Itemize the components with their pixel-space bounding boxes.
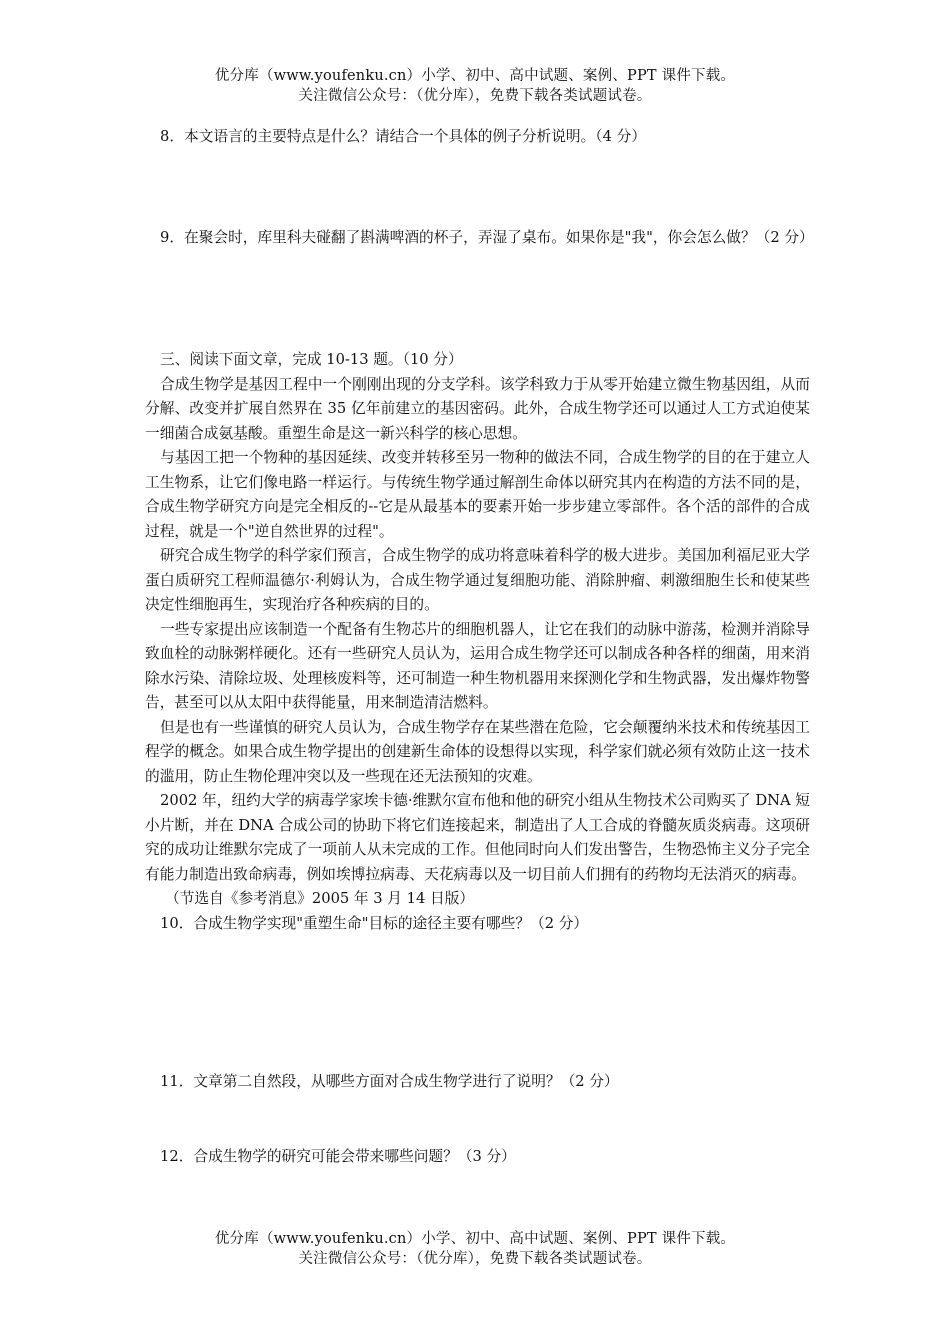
question-10: 10．合成生物学实现"重塑生命"目标的途径主要有哪些？（2 分）	[160, 914, 589, 932]
footer-line-1: 优分库（www.youfenku.cn）小学、初中、高中试题、案例、PPT 课件下载。	[214, 1231, 736, 1247]
header-line-1: 优分库（www.youfenku.cn）小学、初中、高中试题、案例、PPT 课件下载。	[214, 68, 736, 84]
question-12: 12．合成生物学的研究可能会带来哪些问题？（3 分）	[160, 1148, 516, 1165]
question-8: 8．本文语言的主要特点是什么？请结合一个具体的例子分析说明。（4 分）	[160, 128, 647, 145]
page-header	[0, 66, 950, 106]
paragraph-1: 合成生物学是基因工程中一个刚刚出现的分支学科。该学科致力于从零开始建立微生物基因组，从而分解、改变并扩展自然界在 35 亿年前建立的基因密码。此外，合成生物学还可以通过人工方式迫使某一细菌合成氨基酸。重塑生命是这一新兴科学的核心思想。	[145, 375, 810, 442]
header-line-2: 关注微信公众号：（优分库），免费下载各类试题试卷。	[298, 88, 652, 104]
question-9: 9．在聚会时，库里科夫碰翻了斟满啤酒的杯子，弄湿了桌布。如果你是"我"，你会怎么做？（2 分）	[160, 229, 814, 246]
section-heading: 三、阅读下面文章，完成 10-13 题。（10 分）	[160, 351, 463, 368]
source-note: （节选自《参考消息》2005 年 3 月 14 日版）	[165, 890, 475, 907]
question-11: 11．文章第二自然段，从哪些方面对合成生物学进行了说明？（2 分）	[160, 1073, 619, 1090]
paragraph-5: 但是也有一些谨慎的研究人员认为，合成生物学存在某些潜在危险，它会颠覆纳米技术和传统基因工程学的概念。如果合成生物学提出的创建新生命体的设想得以实现，科学家们就必须有效防止这一技术的滥用，防止生物伦理冲突以及一些现在还无法预知的灾难。	[145, 718, 810, 785]
paragraph-2: 与基因工把一个物种的基因延续、改变并转移至另一物种的做法不同，合成生物学的目的在于建立人工生物系，让它们像电路一样运行。与传统生物学通过解剖生命体以研究其内在构造的方法不同的是，合成生物学研究方向是完全相反的--它是从最基本的要素开始一步步建立零部件。各个活的部件的合成过程，就是一个"逆自然世界的过程"。	[145, 449, 810, 540]
paragraph-6: 2002 年，纽约大学的病毒学家埃卡德·维默尔宣布他和他的研究小组从生物技术公司购买了 DNA 短小片断，并在 DNA 合成公司的协助下将它们连接起来，制造出了人工合成的脊髓灰质炎病毒。这项研究的成功让维默尔完成了一项前人从未完成的工作。但他同时向人们发出警告，生物恐怖主义分子完全有能力制造出致命病毒，例如埃博拉病毒、天花病毒以及一切目前人们拥有的药物均无法消灭的病毒。	[145, 792, 810, 883]
footer-line-2: 关注微信公众号：（优分库），免费下载各类试题试卷。	[298, 1251, 652, 1267]
paragraph-4: 一些专家提出应该制造一个配备有生物芯片的细胞机器人，让它在我们的动脉中游荡，检测并消除导致血栓的动脉粥样硬化。还有一些研究人员认为，运用合成生物学还可以制成各种各样的细菌，用来消除水污染、清除垃圾、处理核废料等，还可制造一种生物机器用来探测化学和生物武器，发出爆炸物警告，甚至可以从太阳中获得能量，用来制造清洁燃料。	[145, 620, 810, 711]
page-footer	[0, 1229, 950, 1269]
paragraph-3: 研究合成生物学的科学家们预言，合成生物学的成功将意味着科学的极大进步。美国加利福尼亚大学蛋白质研究工程师温德尔·利姆认为，合成生物学通过复细胞功能、消除肿瘤、刺激细胞生长和使某些决定性细胞再生，实现治疗各种疾病的目的。	[145, 547, 810, 613]
reading-section-3	[145, 348, 810, 936]
